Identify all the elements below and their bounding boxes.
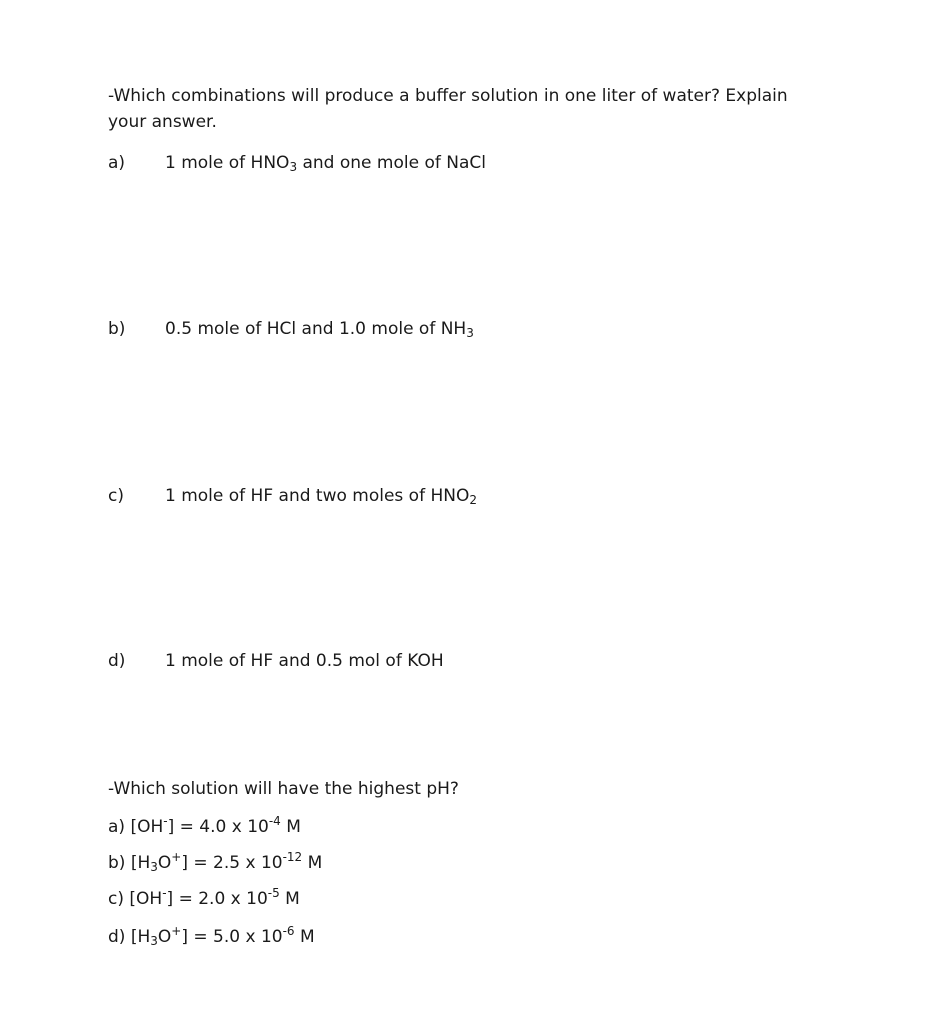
option-a-label: a) [108,153,126,173]
ph-option-d: d) $[H_3O^+] = 5.0$ x $10^{-6}$ M [108,924,315,948]
option-d-label: d) [108,651,126,671]
option-a-text: 1 mole of $HNO_3$ and one mole of NaCl [165,153,486,174]
ph-option-c: c) [OH-] = 2.0 x $10^{-5}$ M [108,886,300,909]
option-b-text: 0.5 mole of HCl and 1.0 mole of $NH_3$ [165,319,474,340]
option-b-label: b) [108,319,126,339]
ph-option-a: a) [OH-] = 4.0 x $10^{-4}$ M [108,814,301,837]
ph-question: -Which solution will have the highest pH? [108,779,459,799]
ph-option-b: b) $[H_3O^+] = 2.5$ x $10^{-12}$ M [108,850,323,874]
option-d-text: 1 mole of HF and 0.5 mol of KOH [165,651,444,671]
option-c-text: 1 mole of HF and two moles of $HNO_2$ [165,486,477,507]
option-c-label: c) [108,486,124,506]
buffer-question: -Which combinations will produce a buffer solution in one liter of water? Explain your answer. [108,86,788,132]
